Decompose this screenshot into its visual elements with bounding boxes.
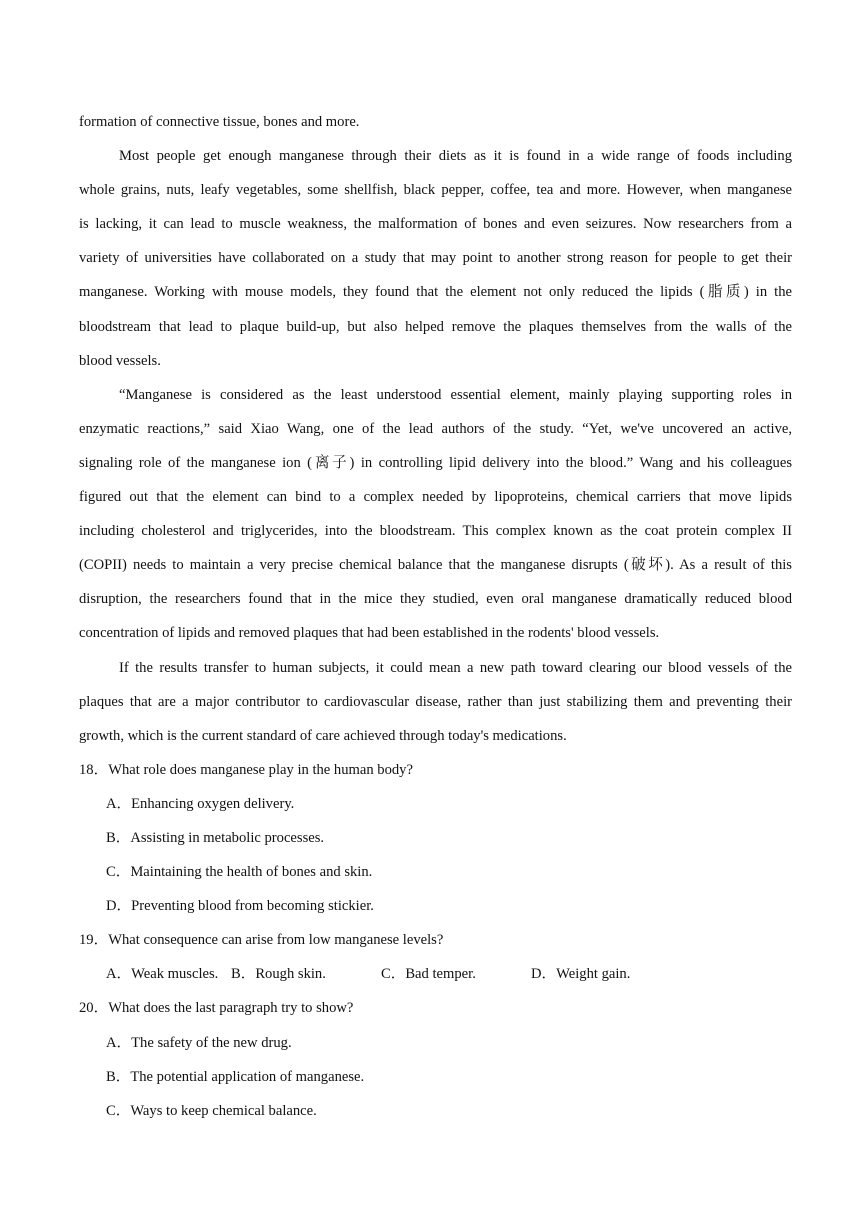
answer-option[interactable]: B．Rough skin.: [231, 966, 326, 983]
answer-option[interactable]: D．Preventing blood from becoming stickier.: [106, 898, 374, 915]
passage-line: variety of universities have collaborated on a study that may point to another strong reason for people to get their: [79, 250, 792, 267]
passage-line: enzymatic reactions,” said Xiao Wang, one of the lead authors of the study. “Yet, we've uncovered an active,: [79, 420, 792, 437]
passage-line: whole grains, nuts, leafy vegetables, some shellfish, black pepper, coffee, tea and more. However, when manganese: [79, 182, 792, 199]
question-text: What does the last paragraph try to show?: [108, 1000, 354, 1017]
answer-option[interactable]: C．Maintaining the health of bones and skin.: [106, 864, 373, 881]
passage-line: plaques that are a major contributor to cardiovascular disease, rather than just stabilizing them and preventing their: [79, 693, 792, 710]
passage-line: manganese. Working with mouse models, they found that the element not only reduced the lipids (脂质) in the: [79, 284, 792, 301]
question-number: 19．: [79, 932, 109, 949]
answer-option[interactable]: C．Ways to keep chemical balance.: [106, 1102, 317, 1119]
passage-line: formation of connective tissue, bones and more.: [79, 114, 360, 130]
answer-option[interactable]: D．Weight gain.: [531, 966, 631, 983]
passage-line: disruption, the researchers found that in the mice they studied, even oral manganese dramatically reduced blood: [79, 591, 792, 608]
answer-option[interactable]: A．Enhancing oxygen delivery.: [106, 795, 295, 812]
passage-line: signaling role of the manganese ion (离子) in controlling lipid delivery into the blood.” Wang and his colleagues: [79, 454, 792, 471]
passage-line: If the results transfer to human subjects, it could mean a new path toward clearing our blood vessels of the: [119, 659, 792, 676]
question-number: 18．: [79, 761, 109, 778]
passage-line: growth, which is the current standard of care achieved through today's medications.: [79, 727, 567, 744]
question-18: [79, 753, 792, 787]
answer-option[interactable]: C．Bad temper.: [381, 966, 476, 983]
passage-line: figured out that the element can bind to a complex needed by lipoproteins, chemical carriers that move lipids: [79, 489, 792, 506]
question-text: What consequence can arise from low manganese levels?: [108, 932, 444, 949]
passage-line: is lacking, it can lead to muscle weakness, the malformation of bones and even seizures. Now researchers from a: [79, 216, 792, 233]
passage-line: Most people get enough manganese through their diets as it is found in a wide range of foods including: [119, 148, 792, 165]
passage-line: (COPII) needs to maintain a very precise chemical balance that the manganese disrupts (破坏). As a result of this: [79, 557, 792, 574]
answer-options-row: [79, 957, 792, 991]
answer-option[interactable]: A．The safety of the new drug.: [106, 1034, 292, 1051]
answer-option[interactable]: B．Assisting in metabolic processes.: [106, 829, 325, 846]
document-content: [79, 105, 792, 1128]
passage-line: bloodstream that lead to plaque build-up, but also helped remove the plaques themselves from the walls of the: [79, 318, 792, 335]
answer-option[interactable]: A．Weak muscles.: [106, 966, 219, 983]
passage-line: including cholesterol and triglycerides, into the bloodstream. This complex known as the coat protein complex II: [79, 523, 792, 540]
question-20: [79, 991, 792, 1025]
passage-line: concentration of lipids and removed plaques that had been established in the rodents' blood vessels.: [79, 625, 660, 642]
passage-line: blood vessels.: [79, 352, 161, 369]
question-19: [79, 923, 792, 957]
passage-line: “Manganese is considered as the least understood essential element, mainly playing supporting roles in: [119, 386, 792, 403]
question-text: What role does manganese play in the human body?: [108, 761, 413, 778]
answer-option[interactable]: B．The potential application of manganese.: [106, 1068, 365, 1085]
question-number: 20．: [79, 1000, 109, 1017]
